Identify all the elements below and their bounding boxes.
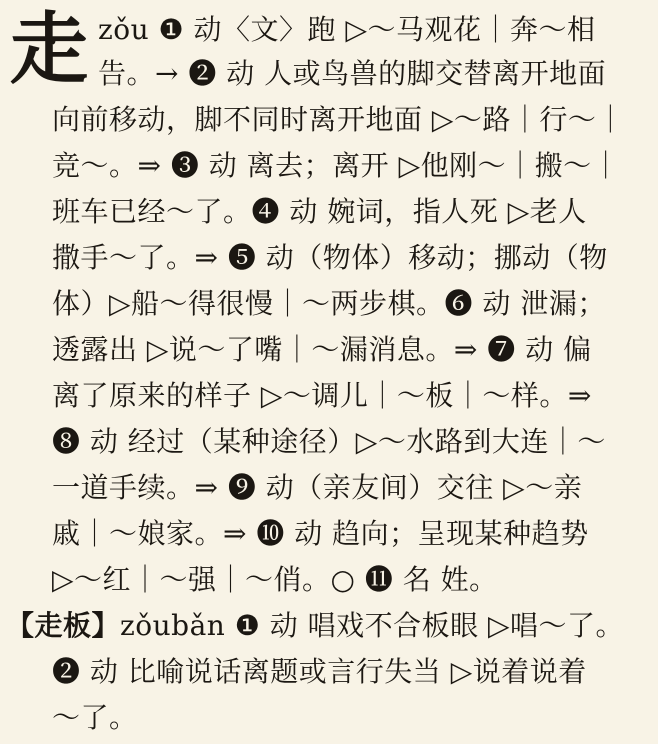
subentry-line: zǒubǎn ❶ 动 唱戏不合板眼 ▷唱～了。 [120,609,625,642]
definition-line: 竞～。⇒ ❸ 动 离去；离开 ▷他刚～｜搬～｜ [52,149,621,182]
headword-character: 走 [10,4,89,95]
subentry-line: ❷ 动 比喻说话离题或言行失当 ▷说着说着 [52,655,587,688]
definition-line: 戚｜～娘家。⇒ ❿ 动 趋向；呈现某种趋势 [52,517,589,550]
definition-line: 体）▷船～得很慢｜～两步棋。❻ 动 泄漏； [52,287,606,320]
subentry-headword: 【走板】 [6,609,121,642]
definition-line: ❽ 动 经过（某种途径）▷～水路到大连｜～ [52,425,606,458]
definition-line: 告。→ ❷ 动 人或鸟兽的脚交替离开地面 [98,57,607,90]
definition-line: 向前移动，脚不同时离开地面 ▷～路｜行～｜ [52,103,625,136]
definition-line: ▷～红｜～强｜～俏。○ ⓫ 名 姓。 [52,563,498,596]
subentry-line: ～了。 [52,701,138,734]
definition-line: 离了原来的样子 ▷～调儿｜～板｜～样。⇒ [52,379,592,412]
definition-line: 撒手～了。⇒ ❺ 动（物体）移动；挪动（物 [52,241,608,274]
definition-line: zǒu ❶ 动〈文〉跑 ▷～马观花｜奔～相 [98,13,596,46]
definition-line: 透露出 ▷说～了嘴｜～漏消息。⇒ ❼ 动 偏 [52,333,592,366]
definition-line: 班车已经～了。❹ 动 婉词，指人死 ▷老人 [52,195,587,228]
definition-line: 一道手续。⇒ ❾ 动（亲友间）交往 ▷～亲 [52,471,583,504]
subentry-first-line [6,604,624,648]
